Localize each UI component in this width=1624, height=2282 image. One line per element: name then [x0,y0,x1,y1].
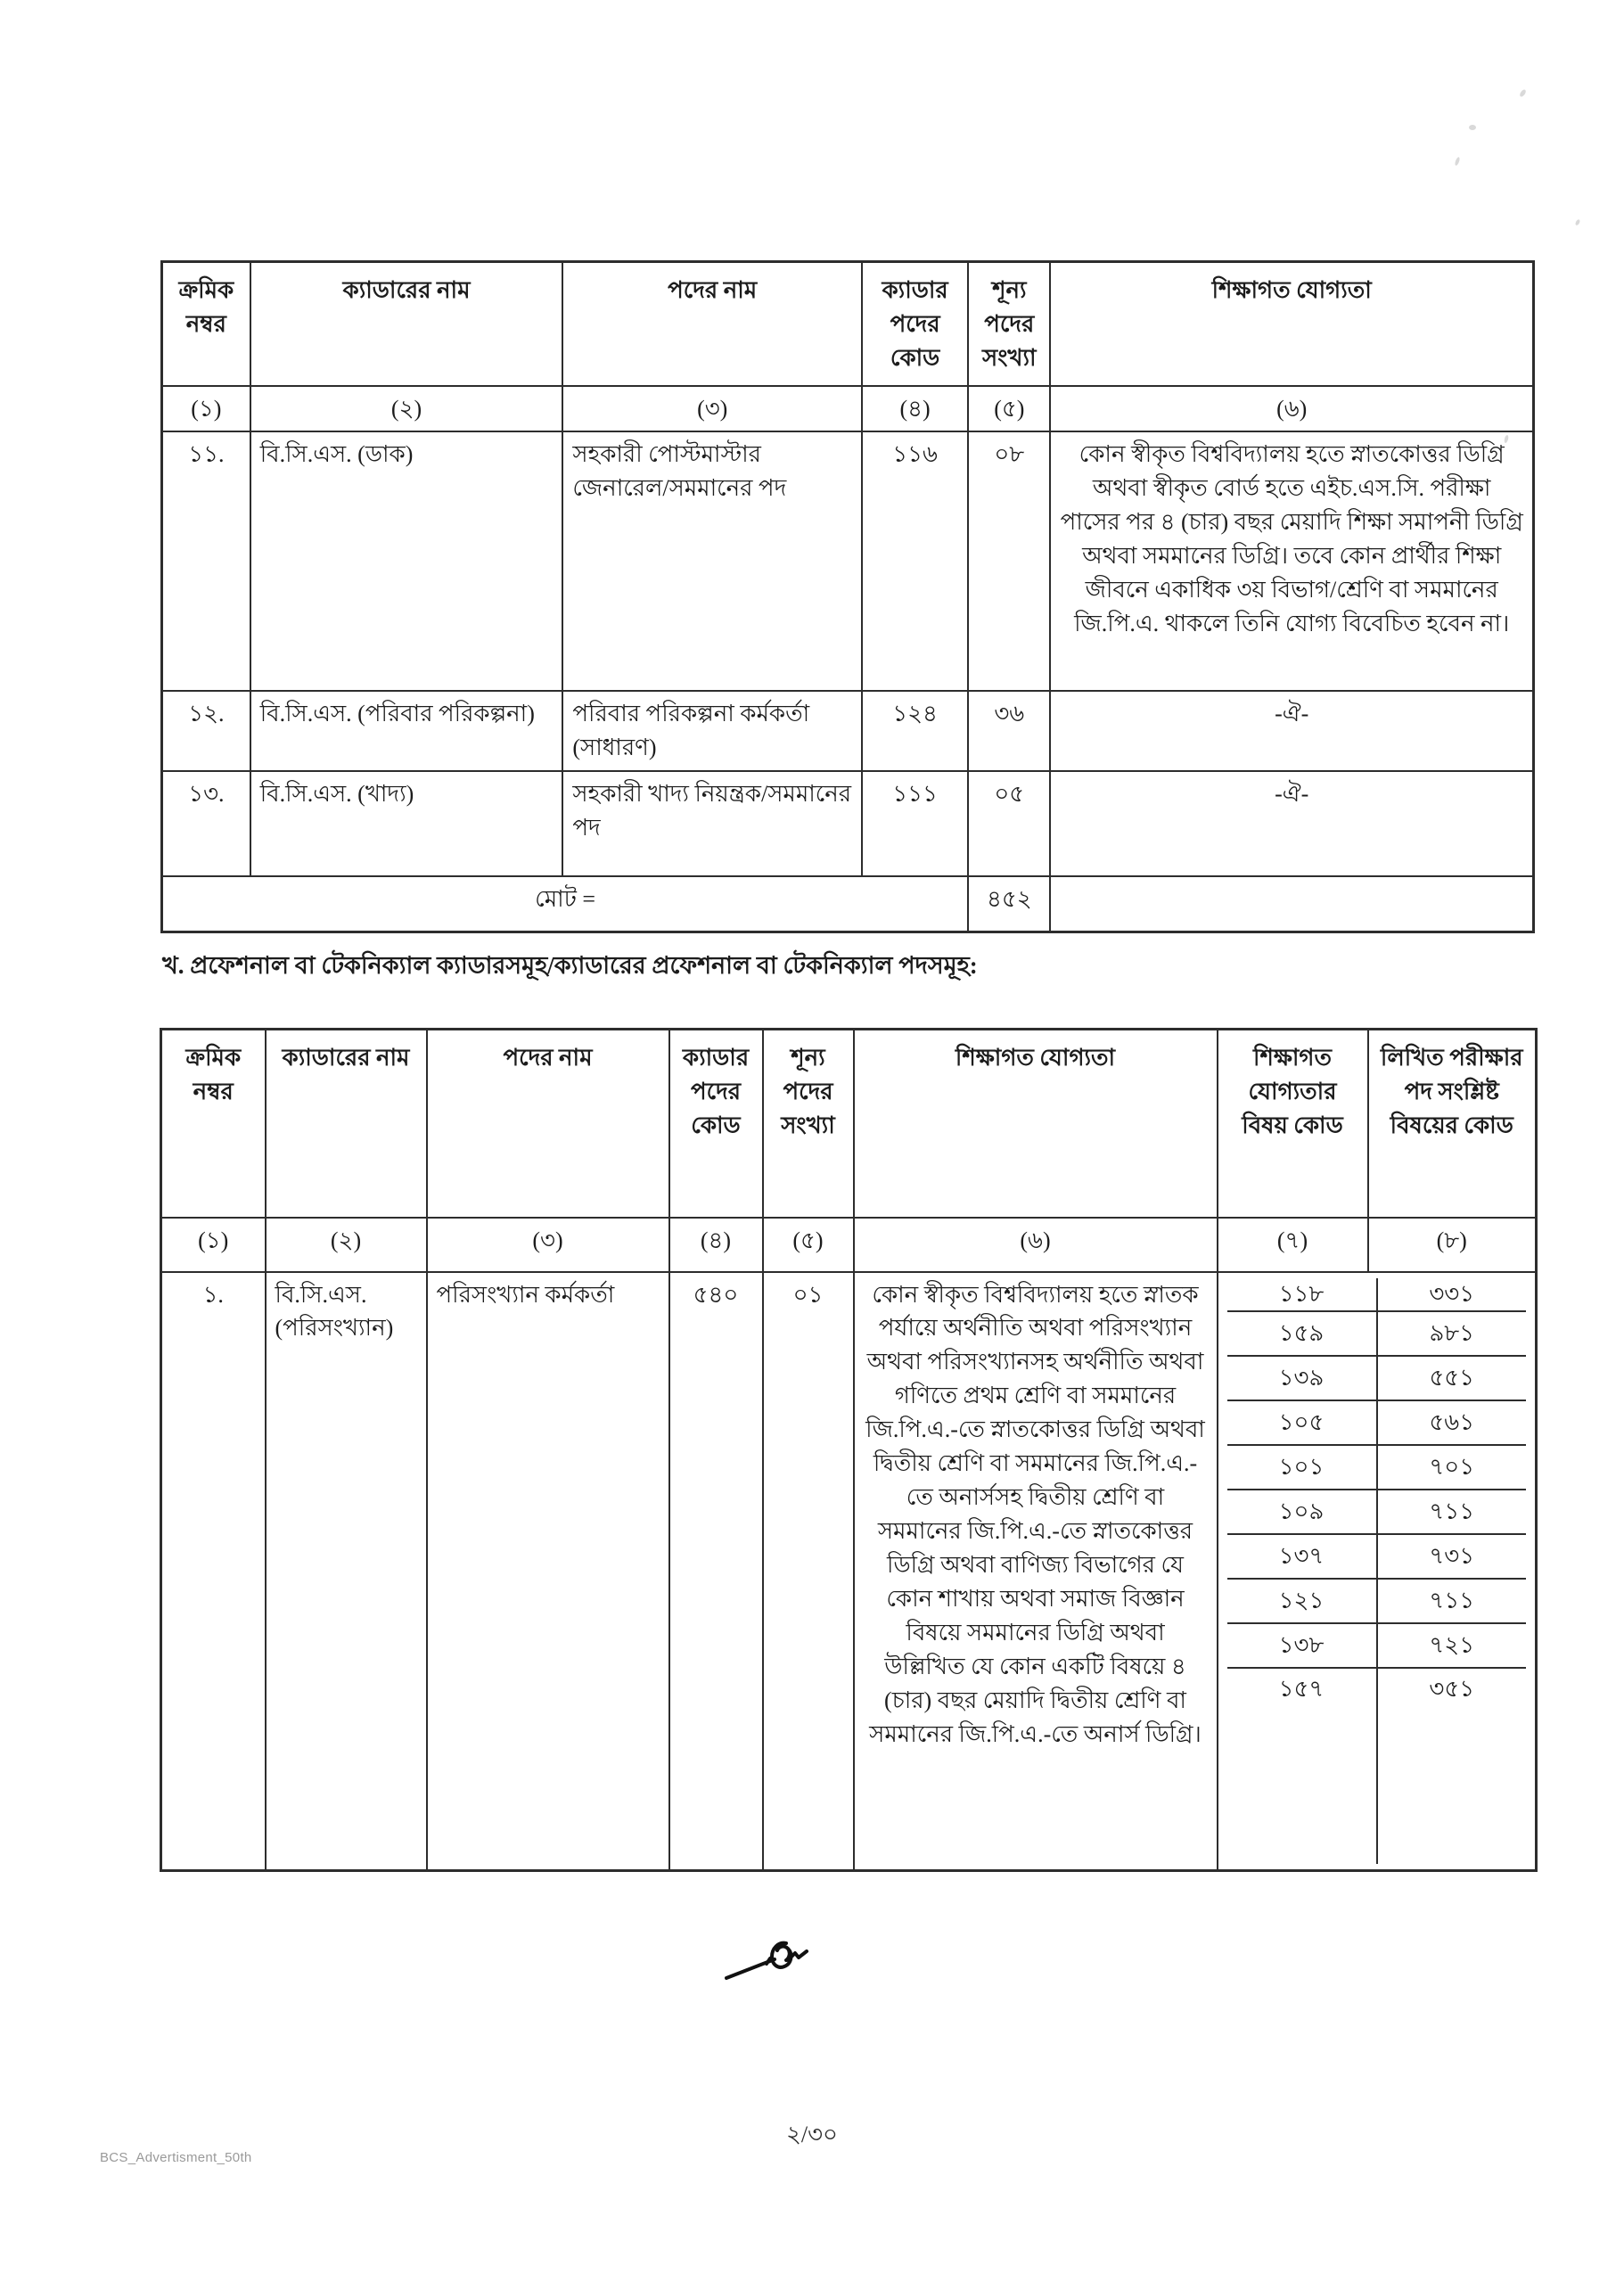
column-number: (৩) [562,386,862,432]
written-exam-code: ৭১১ [1429,1498,1475,1524]
cell-cadre-post-code: ১১১ [862,771,968,876]
code-pair-row [1227,1669,1527,1711]
cell-post-name: সহকারী পোস্টমাস্টার জেনারেল/সমমানের পদ [562,431,862,691]
cell-vacancy-count: ০১ [763,1272,854,1871]
table1-column-number-row [162,386,1534,432]
table2-header-row [161,1030,1537,1218]
code-pair-stack [1227,1278,1527,1864]
cell-post-name: পরিসংখ্যান কর্মকর্তা [427,1272,669,1871]
code-pair-row [1227,1490,1527,1535]
cell-cadre-post-code: ৫৪০ [669,1272,763,1871]
column-number: (৩) [427,1218,669,1272]
cell-qualification: কোন স্বীকৃত বিশ্ববিদ্যালয় হতে স্নাতকোত্তর ডিগ্রি অথবা স্বীকৃত বোর্ড হতে এইচ.এস.সি. পরীক্ষা পাসের পর ৪ (চার) বছর মেয়াদি শিক্ষা সমাপনী ডিগ্রি অথবা সমমানের ডিগ্রি। তবে কোন প্রার্থীর শিক্ষা জীবনে একাধিক ৩য় বিভাগ/শ্রেণি বা সমমানের জি.পি.এ. থাকলে তিনি যোগ্য বিবেচিত হবেন না। [1050,431,1533,691]
scan-speck [1575,218,1581,226]
header-vacancy-count: শূন্য পদের সংখ্যা [763,1030,854,1218]
table-row [161,1272,1537,1871]
written-exam-code: ৩৩১ [1429,1280,1475,1307]
code-pair-row [1227,1312,1527,1357]
cell-serial: ১১. [162,431,250,691]
written-exam-code: ৯৮১ [1429,1319,1475,1346]
subject-code: ১৩৯ [1227,1357,1378,1400]
column-number: (৪) [862,386,968,432]
table1-header-row [162,262,1534,386]
code-pair-row [1227,1357,1527,1401]
written-exam-code: ৫৫১ [1429,1364,1475,1391]
subject-code: ১০৯ [1227,1490,1378,1533]
general-cadre-table [160,260,1535,933]
table-row [162,431,1534,691]
cell-cadre-name: বি.সি.এস. (পরিসংখ্যান) [266,1272,427,1871]
header-post-name: পদের নাম [427,1030,669,1218]
header-cadre-post-code: ক্যাডার পদের কোড [669,1030,763,1218]
header-serial: ক্রমিক নম্বর [161,1030,266,1218]
cell-post-name: সহকারী খাদ্য নিয়ন্ত্রক/সমমানের পদ [562,771,862,876]
document-filename: BCS_Advertisment_50th [100,2150,252,2165]
written-exam-code: ৫৬১ [1429,1408,1475,1435]
subject-code: ১৫৯ [1227,1312,1378,1355]
header-educational-qualification: শিক্ষাগত যোগ্যতা [854,1030,1218,1218]
column-number: (৪) [669,1218,763,1272]
code-pair-row [1227,1278,1527,1312]
written-exam-code: ৩৫১ [1429,1676,1475,1703]
cell-vacancy-count: ৩৬ [968,691,1050,771]
written-exam-code: ৭২১ [1429,1631,1475,1658]
table2-column-number-row [161,1218,1537,1272]
header-qualification-subject-code: শিক্ষাগত যোগ্যতার বিষয় কোড [1218,1030,1368,1218]
written-exam-code: ৭১১ [1429,1587,1475,1613]
column-number: (৬) [854,1218,1218,1272]
header-post-name: পদের নাম [562,262,862,386]
signature-squiggle-icon [724,1936,822,1990]
column-number: (৭) [1218,1218,1368,1272]
cell-vacancy-count: ০৮ [968,431,1050,691]
header-educational-qualification: শিক্ষাগত যোগ্যতা [1050,262,1533,386]
code-pair-row [1227,1580,1527,1624]
written-exam-code: ৭৩১ [1429,1542,1475,1569]
header-cadre-name: ক্যাডারের নাম [250,262,563,386]
header-cadre-name: ক্যাডারের নাম [266,1030,427,1218]
subject-code: ১০১ [1227,1446,1378,1489]
code-pair-row [1227,1446,1527,1490]
column-number: (৬) [1050,386,1533,432]
empty-cell [1050,876,1533,932]
subject-code: ১৩৮ [1227,1624,1378,1667]
scan-speck [1519,88,1527,97]
subject-code: ১১৮ [1227,1278,1378,1310]
cell-qualification: -ঐ- [1050,691,1533,771]
table1-total-row [162,876,1534,932]
header-written-exam-subject-code: লিখিত পরীক্ষার পদ সংশ্লিষ্ট বিষয়ের কোড [1368,1030,1537,1218]
cell-cadre-name: বি.সি.এস. (পরিবার পরিকল্পনা) [250,691,563,771]
code-column-filler [1227,1711,1527,1864]
code-pair-row [1227,1624,1527,1669]
total-vacancy-value: ৪৫২ [968,876,1050,932]
cell-subject-code-matrix [1218,1272,1537,1871]
header-cadre-post-code: ক্যাডার পদের কোড [862,262,968,386]
table-row [162,771,1534,876]
cell-cadre-post-code: ১১৬ [862,431,968,691]
column-number: (৫) [968,386,1050,432]
empty-cell [1378,1711,1527,1864]
header-serial: ক্রমিক নম্বর [162,262,250,386]
written-exam-code: ৭০১ [1429,1453,1475,1480]
cell-cadre-name: বি.সি.এস. (খাদ্য) [250,771,563,876]
cell-serial: ১৩. [162,771,250,876]
column-number: (১) [162,386,250,432]
cell-qualification: কোন স্বীকৃত বিশ্ববিদ্যালয় হতে স্নাতক পর্যায়ে অর্থনীতি অথবা পরিসংখ্যান অথবা পরিসংখ্যানসহ অর্থনীতি অথবা গণিতে প্রথম শ্রেণি বা সমমানের জি.পি.এ.-তে স্নাতকোত্তর ডিগ্রি অথবা দ্বিতীয় শ্রেণি বা সমমানের জি.পি.এ.-তে অনার্সসহ দ্বিতীয় শ্রেণি বা সমমানের জি.পি.এ.-তে স্নাতকোত্তর ডিগ্রি অথবা বাণিজ্য বিভাগের যে কোন শাখায় অথবা সমাজ বিজ্ঞান বিষয়ে সমমানের ডিগ্রি অথবা উল্লিখিত যে কোন একটি বিষয়ে ৪ (চার) বছর মেয়াদি দ্বিতীয় শ্রেণি বা সমমানের জি.পি.এ.-তে অনার্স ডিগ্রি। [854,1272,1218,1871]
scan-speck [1454,157,1460,167]
cell-post-name: পরিবার পরিকল্পনা কর্মকর্তা (সাধারণ) [562,691,862,771]
professional-cadre-table [160,1028,1538,1872]
scan-speck [1469,125,1476,130]
column-number: (৫) [763,1218,854,1272]
column-number: (২) [250,386,563,432]
signature-mark [724,1936,822,1990]
subject-code: ১৩৭ [1227,1535,1378,1578]
table-row [162,691,1534,771]
subject-code: ১৫৭ [1227,1669,1378,1711]
page-number: ২/৩০ [786,2122,838,2147]
cell-vacancy-count: ০৫ [968,771,1050,876]
subject-code: ১০৫ [1227,1401,1378,1444]
subject-code: ১২১ [1227,1580,1378,1622]
code-pair-row [1227,1401,1527,1446]
cell-qualification: -ঐ- [1050,771,1533,876]
column-number: (২) [266,1218,427,1272]
column-number: (১) [161,1218,266,1272]
code-pair-row [1227,1535,1527,1580]
empty-cell [1227,1711,1378,1864]
cell-cadre-name: বি.সি.এস. (ডাক) [250,431,563,691]
cell-cadre-post-code: ১২৪ [862,691,968,771]
header-vacancy-count: শূন্য পদের সংখ্যা [968,262,1050,386]
column-number: (৮) [1368,1218,1537,1272]
cell-serial: ১২. [162,691,250,771]
cell-serial: ১. [161,1272,266,1871]
section-b-heading: খ. প্রফেশনাল বা টেকনিক্যাল ক্যাডারসমূহ/ক্যাডারের প্রফেশনাল বা টেকনিক্যাল পদসমূহ: [162,952,978,979]
total-label: মোট = [162,876,969,932]
